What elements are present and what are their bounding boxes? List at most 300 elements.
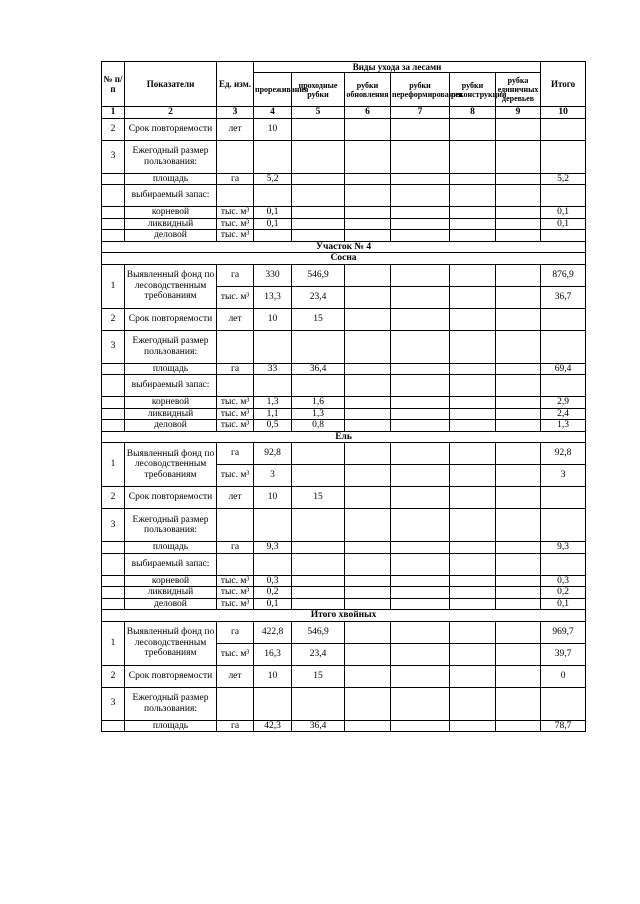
value-cell xyxy=(391,643,450,665)
value-cell xyxy=(292,218,345,230)
unit-cell: тыс. м³ xyxy=(217,465,254,487)
value-cell xyxy=(292,598,345,610)
value-cell xyxy=(496,173,541,185)
table-row xyxy=(102,509,586,542)
row-number: 1 xyxy=(102,443,125,487)
row-number xyxy=(102,375,125,397)
value-cell: 0,8 xyxy=(292,420,345,432)
value-cell xyxy=(496,487,541,509)
value-cell xyxy=(391,207,450,219)
value-cell xyxy=(345,443,391,465)
unit-cell: лет xyxy=(217,665,254,687)
value-cell: 69,4 xyxy=(541,363,586,375)
value-cell: 0,5 xyxy=(254,420,292,432)
unit-cell: лет xyxy=(217,308,254,330)
value-cell: 15 xyxy=(292,487,345,509)
value-cell: 0,1 xyxy=(254,218,292,230)
value-cell xyxy=(450,207,496,219)
table-row xyxy=(102,308,586,330)
value-cell: 546,9 xyxy=(292,264,345,286)
value-cell xyxy=(292,687,345,720)
value-cell xyxy=(496,542,541,554)
value-cell: 42,3 xyxy=(254,720,292,732)
row-number xyxy=(102,408,125,420)
table-row xyxy=(102,720,586,732)
value-cell xyxy=(345,687,391,720)
value-cell xyxy=(345,397,391,409)
value-cell xyxy=(345,286,391,308)
value-cell: 15 xyxy=(292,665,345,687)
value-cell xyxy=(292,587,345,599)
column-number: 5 xyxy=(292,107,345,119)
unit-cell xyxy=(217,687,254,720)
value-cell: 5,2 xyxy=(541,173,586,185)
value-cell: 9,3 xyxy=(254,542,292,554)
value-cell xyxy=(496,443,541,465)
table-row xyxy=(102,665,586,687)
value-cell: 36,7 xyxy=(541,286,586,308)
value-cell xyxy=(450,587,496,599)
value-cell xyxy=(391,397,450,409)
forest-care-table xyxy=(101,61,586,732)
value-cell: 3 xyxy=(254,465,292,487)
value-cell xyxy=(496,185,541,207)
value-cell xyxy=(450,185,496,207)
value-cell xyxy=(541,509,586,542)
value-cell: 330 xyxy=(254,264,292,286)
value-cell xyxy=(450,643,496,665)
value-cell: 16,3 xyxy=(254,643,292,665)
header-care-types: Виды ухода за лесами xyxy=(254,62,541,73)
value-cell xyxy=(391,264,450,286)
table-row xyxy=(102,140,586,173)
value-cell xyxy=(541,140,586,173)
header-care-type: рубки обновления xyxy=(345,73,391,107)
value-cell: 0,1 xyxy=(254,207,292,219)
value-cell xyxy=(391,542,450,554)
value-cell xyxy=(391,408,450,420)
value-cell xyxy=(450,443,496,465)
header-care-type: рубки переформирования xyxy=(391,73,450,107)
value-cell xyxy=(292,185,345,207)
table-row xyxy=(102,598,586,610)
value-cell xyxy=(541,687,586,720)
value-cell: 0,3 xyxy=(541,575,586,587)
value-cell xyxy=(391,230,450,242)
value-cell xyxy=(496,665,541,687)
row-number xyxy=(102,185,125,207)
indicator-label: Срок повторяемости xyxy=(125,487,217,509)
table-row xyxy=(102,118,586,140)
unit-cell: тыс. м³ xyxy=(217,420,254,432)
value-cell xyxy=(391,185,450,207)
row-number: 3 xyxy=(102,687,125,720)
value-cell xyxy=(450,264,496,286)
row-number xyxy=(102,218,125,230)
value-cell xyxy=(450,542,496,554)
value-cell: 0,1 xyxy=(541,218,586,230)
value-cell xyxy=(450,397,496,409)
value-cell xyxy=(292,375,345,397)
value-cell: 546,9 xyxy=(292,621,345,643)
value-cell: 5,2 xyxy=(254,173,292,185)
value-cell xyxy=(496,230,541,242)
row-number xyxy=(102,363,125,375)
indicator-label: Срок повторяемости xyxy=(125,118,217,140)
value-cell xyxy=(496,207,541,219)
unit-cell: га xyxy=(217,264,254,286)
value-cell: 1,3 xyxy=(254,397,292,409)
value-cell xyxy=(345,509,391,542)
value-cell xyxy=(254,509,292,542)
value-cell xyxy=(496,140,541,173)
value-cell xyxy=(541,118,586,140)
value-cell xyxy=(541,330,586,363)
column-number: 10 xyxy=(541,107,586,119)
value-cell xyxy=(541,185,586,207)
value-cell xyxy=(391,330,450,363)
indicator-label: Ежегодный размер пользования: xyxy=(125,330,217,363)
value-cell xyxy=(345,308,391,330)
table-row xyxy=(102,185,586,207)
value-cell xyxy=(391,509,450,542)
unit-cell: тыс. м³ xyxy=(217,218,254,230)
value-cell xyxy=(496,363,541,375)
value-cell xyxy=(345,598,391,610)
column-number: 7 xyxy=(391,107,450,119)
value-cell xyxy=(496,218,541,230)
indicator-label: площадь xyxy=(125,363,217,375)
value-cell xyxy=(496,286,541,308)
unit-cell: га xyxy=(217,363,254,375)
indicator-label: Выявленный фонд по лесоводственным требованиям xyxy=(125,264,217,308)
value-cell xyxy=(391,140,450,173)
value-cell: 2,9 xyxy=(541,397,586,409)
row-number: 1 xyxy=(102,621,125,665)
value-cell: 0,1 xyxy=(541,598,586,610)
unit-cell xyxy=(217,509,254,542)
indicator-label: деловой xyxy=(125,420,217,432)
table-row xyxy=(102,375,586,397)
table-row xyxy=(102,330,586,363)
value-cell: 13,3 xyxy=(254,286,292,308)
row-number: 3 xyxy=(102,330,125,363)
value-cell: 0,3 xyxy=(254,575,292,587)
value-cell: 92,8 xyxy=(254,443,292,465)
row-number xyxy=(102,397,125,409)
value-cell xyxy=(541,487,586,509)
table-row xyxy=(102,575,586,587)
value-cell: 0,1 xyxy=(541,207,586,219)
value-cell xyxy=(345,207,391,219)
value-cell: 15 xyxy=(292,308,345,330)
value-cell xyxy=(254,230,292,242)
value-cell xyxy=(450,687,496,720)
table-row xyxy=(102,610,586,622)
value-cell xyxy=(496,330,541,363)
value-cell xyxy=(391,363,450,375)
row-number: 1 xyxy=(102,264,125,308)
table-row xyxy=(102,687,586,720)
value-cell xyxy=(496,720,541,732)
unit-cell: тыс. м³ xyxy=(217,230,254,242)
unit-cell: тыс. м³ xyxy=(217,575,254,587)
value-cell xyxy=(345,330,391,363)
value-cell xyxy=(496,575,541,587)
value-cell xyxy=(450,420,496,432)
value-cell xyxy=(496,308,541,330)
value-cell xyxy=(496,408,541,420)
value-cell xyxy=(391,443,450,465)
value-cell: 1,1 xyxy=(254,408,292,420)
table-row xyxy=(102,241,586,253)
table-row xyxy=(102,420,586,432)
value-cell xyxy=(345,230,391,242)
value-cell xyxy=(292,443,345,465)
value-cell xyxy=(541,375,586,397)
row-number xyxy=(102,553,125,575)
value-cell xyxy=(254,185,292,207)
unit-cell xyxy=(217,330,254,363)
value-cell xyxy=(496,420,541,432)
unit-cell: тыс. м³ xyxy=(217,397,254,409)
row-number xyxy=(102,420,125,432)
value-cell xyxy=(450,621,496,643)
value-cell: 1,3 xyxy=(292,408,345,420)
value-cell: 969,7 xyxy=(541,621,586,643)
indicator-label: Срок повторяемости xyxy=(125,308,217,330)
value-cell xyxy=(450,140,496,173)
table-row xyxy=(102,363,586,375)
value-cell xyxy=(450,363,496,375)
value-cell xyxy=(345,665,391,687)
value-cell xyxy=(391,286,450,308)
value-cell xyxy=(496,264,541,286)
table-row xyxy=(102,431,586,443)
table-row xyxy=(102,408,586,420)
value-cell xyxy=(254,687,292,720)
value-cell xyxy=(345,264,391,286)
value-cell: 39,7 xyxy=(541,643,586,665)
row-number xyxy=(102,575,125,587)
value-cell xyxy=(496,118,541,140)
value-cell xyxy=(345,420,391,432)
value-cell: 0,1 xyxy=(254,598,292,610)
column-number: 6 xyxy=(345,107,391,119)
value-cell xyxy=(450,173,496,185)
value-cell xyxy=(450,375,496,397)
value-cell xyxy=(391,173,450,185)
unit-cell: тыс. м³ xyxy=(217,207,254,219)
value-cell xyxy=(450,509,496,542)
value-cell: 9,3 xyxy=(541,542,586,554)
value-cell xyxy=(292,575,345,587)
header-number: № п/п xyxy=(102,62,125,107)
header-care-type: рубки реконструкции xyxy=(450,73,496,107)
value-cell xyxy=(391,665,450,687)
unit-cell: га xyxy=(217,173,254,185)
row-number xyxy=(102,230,125,242)
value-cell xyxy=(345,118,391,140)
table-row xyxy=(102,397,586,409)
table-row xyxy=(102,587,586,599)
value-cell xyxy=(450,308,496,330)
value-cell xyxy=(496,687,541,720)
indicator-label: корневой xyxy=(125,207,217,219)
indicator-label: Ежегодный размер пользования: xyxy=(125,509,217,542)
value-cell xyxy=(391,420,450,432)
header-care-type: проходные рубки xyxy=(292,73,345,107)
value-cell xyxy=(391,465,450,487)
row-number xyxy=(102,720,125,732)
value-cell xyxy=(345,643,391,665)
value-cell: 422,8 xyxy=(254,621,292,643)
value-cell xyxy=(450,575,496,587)
value-cell: 36,4 xyxy=(292,720,345,732)
value-cell xyxy=(391,687,450,720)
unit-cell xyxy=(217,140,254,173)
row-number: 2 xyxy=(102,487,125,509)
value-cell xyxy=(391,375,450,397)
unit-cell: га xyxy=(217,720,254,732)
column-number: 8 xyxy=(450,107,496,119)
section-conifers-total: Итого хвойных xyxy=(102,610,586,622)
value-cell: 10 xyxy=(254,308,292,330)
unit-cell: тыс. м³ xyxy=(217,643,254,665)
row-number xyxy=(102,207,125,219)
table-row xyxy=(102,253,586,265)
value-cell xyxy=(391,598,450,610)
value-cell: 2,4 xyxy=(541,408,586,420)
value-cell xyxy=(292,140,345,173)
value-cell xyxy=(292,118,345,140)
value-cell xyxy=(292,465,345,487)
value-cell xyxy=(450,465,496,487)
value-cell xyxy=(496,397,541,409)
value-cell: 3 xyxy=(541,465,586,487)
row-number: 2 xyxy=(102,308,125,330)
value-cell xyxy=(496,553,541,575)
section-species-spruce: Ель xyxy=(102,431,586,443)
value-cell xyxy=(450,598,496,610)
value-cell xyxy=(345,375,391,397)
value-cell xyxy=(292,542,345,554)
indicator-label: ликвидный xyxy=(125,587,217,599)
value-cell: 0,2 xyxy=(254,587,292,599)
value-cell: 0 xyxy=(541,665,586,687)
section-plot-title: Участок № 4 xyxy=(102,241,586,253)
column-number: 9 xyxy=(496,107,541,119)
unit-cell: лет xyxy=(217,487,254,509)
value-cell xyxy=(345,720,391,732)
unit-cell: га xyxy=(217,542,254,554)
value-cell: 876,9 xyxy=(541,264,586,286)
value-cell xyxy=(391,587,450,599)
column-number: 2 xyxy=(125,107,217,119)
value-cell xyxy=(450,218,496,230)
unit-cell xyxy=(217,375,254,397)
header-care-type: рубка единичных деревьев xyxy=(496,73,541,107)
table-row xyxy=(102,107,586,119)
indicator-label: выбираемый запас: xyxy=(125,375,217,397)
row-number xyxy=(102,173,125,185)
indicator-label: Ежегодный размер пользования: xyxy=(125,687,217,720)
unit-cell: га xyxy=(217,621,254,643)
indicator-label: площадь xyxy=(125,173,217,185)
row-number: 2 xyxy=(102,118,125,140)
value-cell xyxy=(496,509,541,542)
value-cell xyxy=(345,621,391,643)
value-cell xyxy=(345,575,391,587)
value-cell xyxy=(292,553,345,575)
unit-cell xyxy=(217,185,254,207)
indicator-label: Выявленный фонд по лесоводственным требованиям xyxy=(125,621,217,665)
indicator-label: корневой xyxy=(125,397,217,409)
value-cell xyxy=(450,553,496,575)
value-cell xyxy=(345,487,391,509)
unit-cell xyxy=(217,553,254,575)
value-cell xyxy=(345,140,391,173)
table-row xyxy=(102,230,586,242)
value-cell xyxy=(254,140,292,173)
value-cell xyxy=(496,375,541,397)
value-cell xyxy=(254,330,292,363)
value-cell xyxy=(391,575,450,587)
unit-cell: тыс. м³ xyxy=(217,286,254,308)
indicator-label: Выявленный фонд по лесоводственным требованиям xyxy=(125,443,217,487)
table-row xyxy=(102,542,586,554)
value-cell xyxy=(345,553,391,575)
value-cell xyxy=(391,218,450,230)
value-cell xyxy=(541,230,586,242)
value-cell xyxy=(450,720,496,732)
section-species-pine: Сосна xyxy=(102,253,586,265)
value-cell xyxy=(345,218,391,230)
table-row xyxy=(102,62,586,73)
table-row xyxy=(102,443,586,465)
value-cell: 23,4 xyxy=(292,643,345,665)
indicator-label: площадь xyxy=(125,720,217,732)
header-indicators: Показатели xyxy=(125,62,217,107)
value-cell xyxy=(391,118,450,140)
value-cell xyxy=(345,173,391,185)
value-cell: 33 xyxy=(254,363,292,375)
value-cell xyxy=(391,487,450,509)
table-row xyxy=(102,218,586,230)
value-cell xyxy=(496,598,541,610)
value-cell: 23,4 xyxy=(292,286,345,308)
value-cell xyxy=(496,587,541,599)
table-row xyxy=(102,487,586,509)
indicator-label: деловой xyxy=(125,598,217,610)
value-cell xyxy=(292,509,345,542)
value-cell xyxy=(391,621,450,643)
value-cell xyxy=(450,330,496,363)
unit-cell: тыс. м³ xyxy=(217,598,254,610)
value-cell xyxy=(541,553,586,575)
indicator-label: деловой xyxy=(125,230,217,242)
table-row xyxy=(102,264,586,286)
indicator-label: Срок повторяемости xyxy=(125,665,217,687)
value-cell xyxy=(450,665,496,687)
value-cell xyxy=(496,465,541,487)
indicator-label: Ежегодный размер пользования: xyxy=(125,140,217,173)
header-care-type: прореживания xyxy=(254,73,292,107)
value-cell: 36,4 xyxy=(292,363,345,375)
value-cell xyxy=(391,720,450,732)
value-cell xyxy=(541,308,586,330)
value-cell xyxy=(391,308,450,330)
